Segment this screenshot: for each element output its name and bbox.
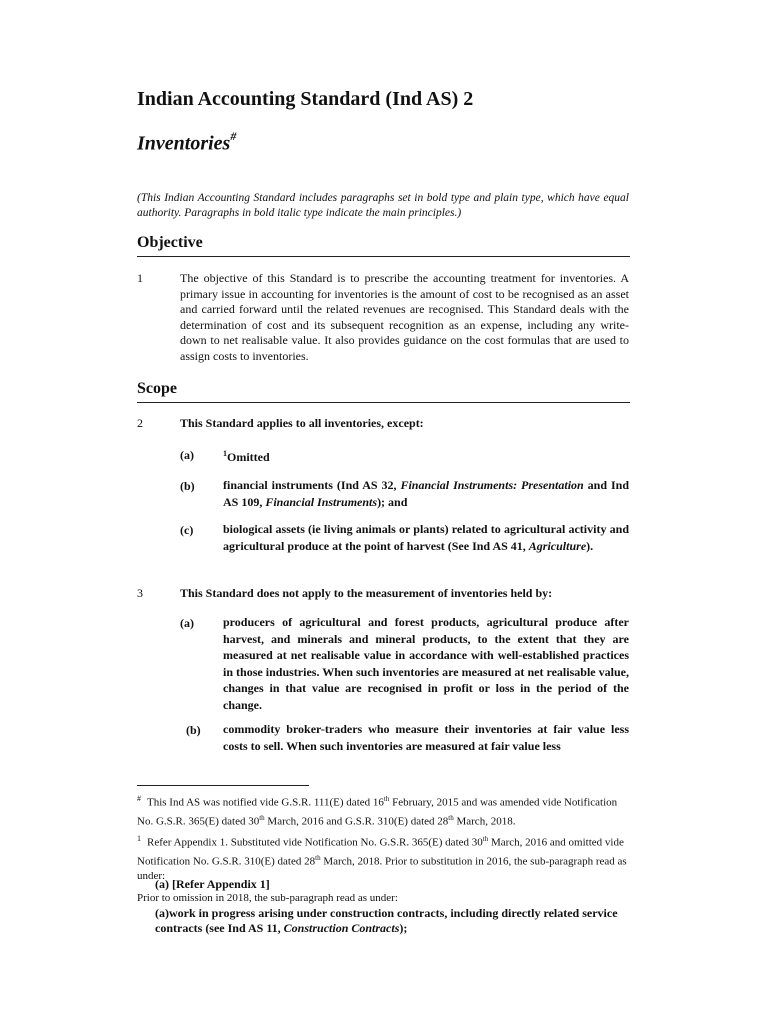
item-2a-text: Omitted (227, 450, 270, 464)
paragraph-number-1: 1 (137, 271, 143, 285)
footnote-1 (137, 791, 629, 829)
scope-heading: Scope (137, 380, 630, 403)
footnote-1-sup-3: th (448, 813, 454, 822)
footnote-2-sup-1: th (482, 835, 489, 843)
item-2b-italic-1: Financial Instruments: Presentation (400, 478, 584, 492)
footnote-1-text-d: March, 2018. (453, 815, 516, 828)
item-2b (223, 477, 629, 510)
item-label-2b: (b) (180, 479, 195, 493)
item-2c (223, 521, 629, 554)
footnote-2-old-text-1: (a)work in progress arising under construction contracts, including directly related service contracts (see Ind AS 11, (155, 906, 618, 935)
item-label-3a: (a) (180, 616, 194, 630)
item-label-2a: (a) (180, 448, 194, 462)
scope-paragraph-2: This Standard applies to all inventories, except: (180, 416, 424, 430)
footnote-2-text-a: Refer Appendix 1. Substituted vide Notification No. G.S.R. 365(E) dated 30 (147, 836, 483, 849)
footnote-1-sup-1: th (383, 795, 390, 803)
item-label-3b: (b) (186, 723, 201, 737)
subtitle-footnote-mark: # (230, 129, 237, 143)
footnote-1-mark: # (137, 794, 141, 803)
footnote-2-sup-2: th (315, 853, 321, 862)
item-2c-italic: Agriculture (528, 538, 587, 553)
footnote-2-old-italic: Construction Contracts (283, 921, 400, 935)
footnote-2-text-b: March, 2016 and omitted vide Notification No. G.S.R. 310(E) dated 28 (137, 836, 624, 868)
objective-heading: Objective (137, 234, 630, 257)
footnote-2-quote: (a) [Refer Appendix 1] (155, 877, 270, 891)
footnote-2-text-c: March, 2018. Prior to substitution in 2016, the sub-paragraph read as under: (137, 855, 627, 883)
footnote-separator (137, 785, 309, 786)
item-2b-text-3: ); and (377, 494, 408, 509)
scope-paragraph-3: This Standard does not apply to the measurement of inventories held by: (180, 586, 553, 600)
item-2b-text-1: financial instruments (Ind AS 32, (223, 478, 401, 492)
item-2b-text-2: and Ind AS 109, (223, 478, 629, 509)
footnote-2-mark: 1 (137, 834, 141, 843)
item-2c-text-1: biological assets (ie living animals or plants) related to agricultural activity and agricultural produce at the point of harvest (See Ind AS 41, (223, 522, 629, 553)
document-title: Indian Accounting Standard (Ind AS) 2 (137, 88, 474, 110)
item-3b: commodity broker-traders who measure their inventories at fair value less costs to sell. When such inventories are measured at fair value less (223, 722, 629, 753)
footnote-1-sup-2: th (259, 813, 265, 822)
intro-note: (This Indian Accounting Standard includes paragraphs set in bold type and plain type, which have equal authority. Paragraphs in bold italic type indicate the main principles.) (137, 192, 629, 219)
subtitle-text: Inventories (137, 132, 231, 155)
objective-paragraph: The objective of this Standard is to prescribe the accounting treatment for inventories. A primary issue in accounting for inventories is the amount of cost to be recognised as an asset and carried forward until the related revenues are recognised. This Standard deals with the determination of cost and its subsequent recognition as an expense, including any write-down to net realisable value. It also provides guidance on the cost formulas that are used to assign costs to inventories. (180, 271, 629, 363)
footnote-2-old-text (155, 906, 629, 936)
footnote-2-old-text-2: ); (399, 921, 408, 935)
item-2b-italic-2: Financial Instruments (265, 494, 378, 509)
footnote-1-text-b: February, 2015 and was amended vide Notification No. G.S.R. 365(E) dated 30 (137, 796, 618, 828)
paragraph-number-3: 3 (137, 586, 143, 600)
footnote-ref-1: 1 (223, 449, 227, 458)
footnote-2-prior: Prior to omission in 2018, the sub-paragraph read as under: (137, 892, 398, 904)
item-3a: producers of agricultural and forest products, agricultural produce after harvest, and minerals and mineral products, to the extent that they are measured at net realisable value in accordance with well-established practices in those industries. When such inventories are measured at net realisable value, changes in that value are recognised in profit or loss in the period of the change. (223, 615, 629, 712)
footnote-1-text-c: March, 2016 and G.S.R. 310(E) dated 28 (264, 815, 449, 828)
item-2a (223, 446, 629, 466)
paragraph-number-2: 2 (137, 416, 143, 430)
item-label-2c: (c) (180, 523, 194, 537)
document-subtitle (137, 131, 236, 156)
footnote-1-text-a: This Ind AS was notified vide G.S.R. 111(E) dated 16 (147, 796, 384, 809)
item-2c-text-2: ). (586, 538, 594, 553)
